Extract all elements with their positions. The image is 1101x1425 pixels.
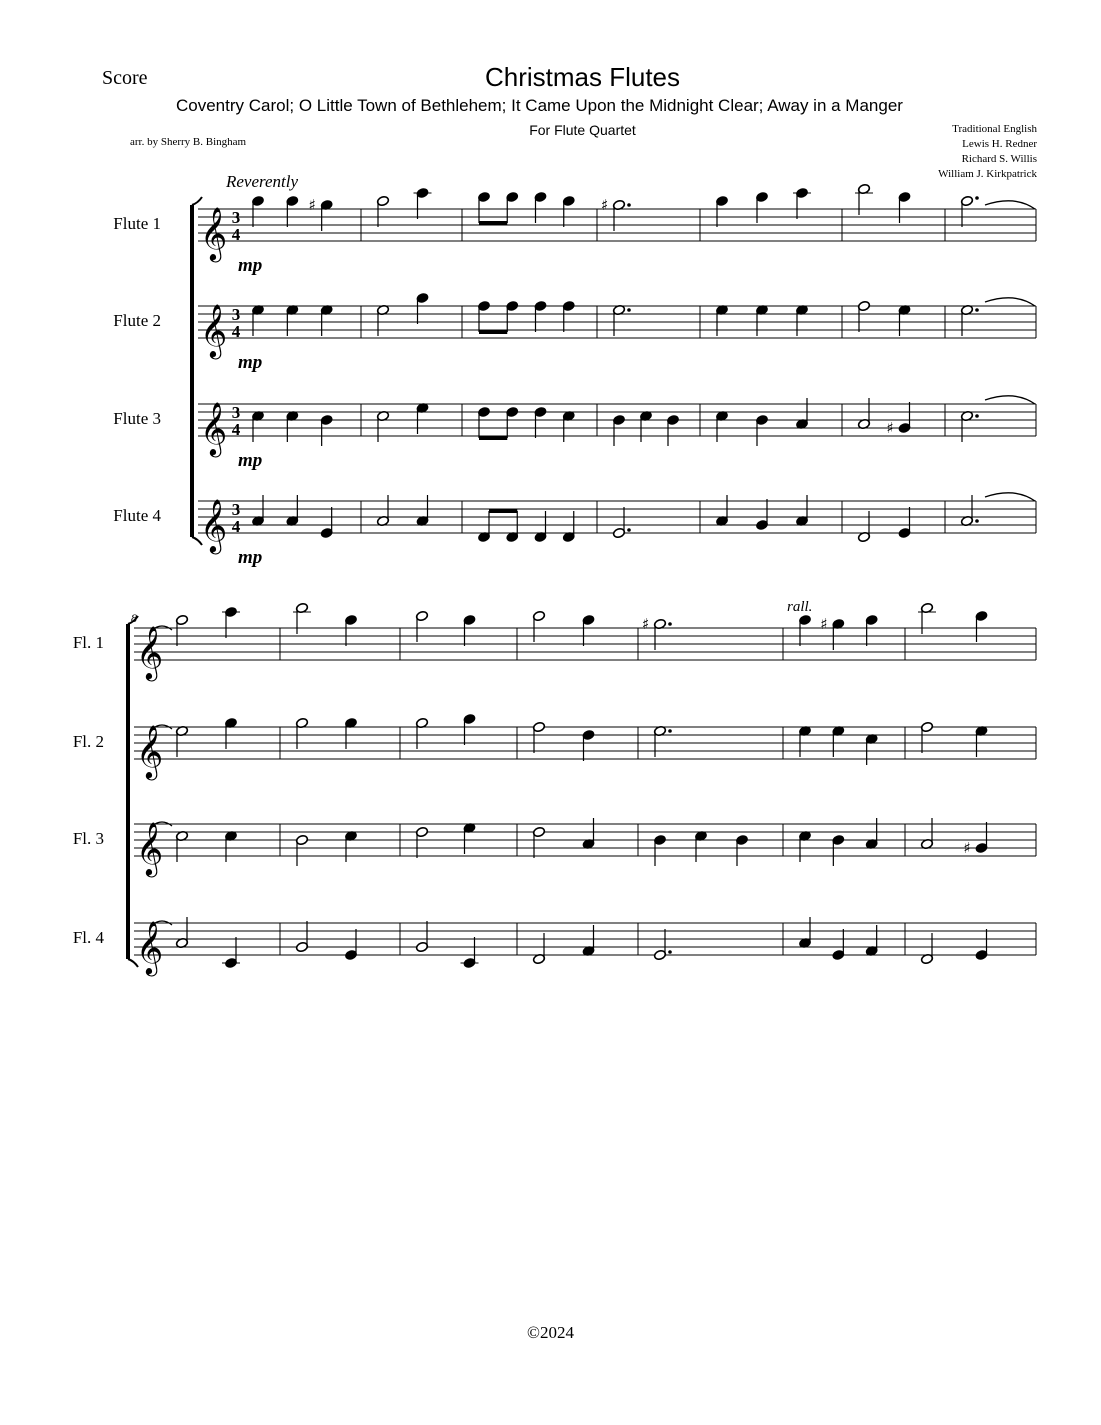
time-signature-bottom: 4	[231, 517, 241, 536]
augmentation-dot	[975, 414, 979, 418]
copyright: ©2024	[527, 1323, 574, 1342]
treble-clef-icon: 𝄞	[200, 498, 228, 552]
time-signature-top: 3	[231, 500, 241, 519]
augmentation-dot	[668, 622, 672, 626]
rallentando-marking: rall.	[787, 599, 813, 615]
tempo-marking: Reverently	[226, 172, 299, 191]
page-title: Christmas Flutes	[484, 62, 681, 92]
instrument-label: Fl. 1	[72, 633, 104, 652]
instrument-label: Flute 3	[113, 409, 161, 428]
instrumentation: For Flute Quartet	[529, 122, 636, 138]
augmentation-dot	[627, 308, 631, 312]
bracket-hook	[192, 197, 202, 205]
treble-clef-icon: 𝄞	[136, 625, 164, 679]
time-signature-bottom: 4	[231, 225, 241, 244]
tie	[985, 298, 1035, 306]
augmentation-dot	[668, 950, 672, 954]
augmentation-dot	[975, 519, 979, 523]
augmentation-dot	[627, 528, 631, 532]
instrument-label: Flute 4	[113, 506, 161, 525]
dynamic-mp: mp	[238, 255, 263, 276]
treble-clef-icon: 𝄞	[200, 303, 228, 357]
arranger-credit: arr. by Sherry B. Bingham	[130, 136, 247, 148]
treble-clef-icon: 𝄞	[200, 401, 228, 455]
augmentation-dot	[668, 729, 672, 733]
time-signature-top: 3	[231, 208, 241, 227]
augmentation-dot	[627, 203, 631, 207]
instrument-label: Flute 2	[113, 311, 161, 330]
tie	[985, 493, 1035, 501]
score-label: Score	[102, 67, 148, 89]
treble-clef-icon: 𝄞	[136, 724, 164, 778]
sharp-accidental-icon: ♯	[963, 839, 971, 857]
instrument-label: Flute 1	[113, 214, 161, 233]
augmentation-dot	[975, 196, 979, 200]
time-signature-top: 3	[231, 305, 241, 324]
sharp-accidental-icon: ♯	[642, 615, 650, 633]
instrument-label: Fl. 3	[72, 829, 104, 848]
subtitle: Coventry Carol; O Little Town of Bethlehem; It Came Upon the Midnight Clear; Away in a Manger	[176, 96, 903, 115]
instrument-label: Fl. 4	[72, 928, 104, 947]
tie	[985, 201, 1035, 209]
instrument-label: Fl. 2	[72, 732, 104, 751]
augmentation-dot	[975, 308, 979, 312]
treble-clef-icon: 𝄞	[136, 920, 164, 974]
measure-number: 8	[131, 611, 137, 625]
composer-credit: Lewis H. Redner	[962, 138, 1037, 150]
treble-clef-icon: 𝄞	[136, 821, 164, 875]
composer-credit: William J. Kirkpatrick	[938, 168, 1037, 180]
dynamic-mp: mp	[238, 450, 263, 471]
tie	[985, 396, 1035, 404]
sharp-accidental-icon: ♯	[820, 615, 828, 633]
composer-credit: Traditional English	[952, 123, 1037, 135]
dynamic-mp: mp	[238, 352, 263, 373]
time-signature-bottom: 4	[231, 420, 241, 439]
dynamic-mp: mp	[238, 547, 263, 568]
treble-clef-icon: 𝄞	[200, 206, 228, 260]
composer-credit: Richard S. Willis	[961, 153, 1037, 165]
sharp-accidental-icon: ♯	[308, 196, 316, 214]
time-signature-bottom: 4	[231, 322, 241, 341]
time-signature-top: 3	[231, 403, 241, 422]
sharp-accidental-icon: ♯	[601, 196, 609, 214]
sharp-accidental-icon: ♯	[886, 419, 894, 437]
